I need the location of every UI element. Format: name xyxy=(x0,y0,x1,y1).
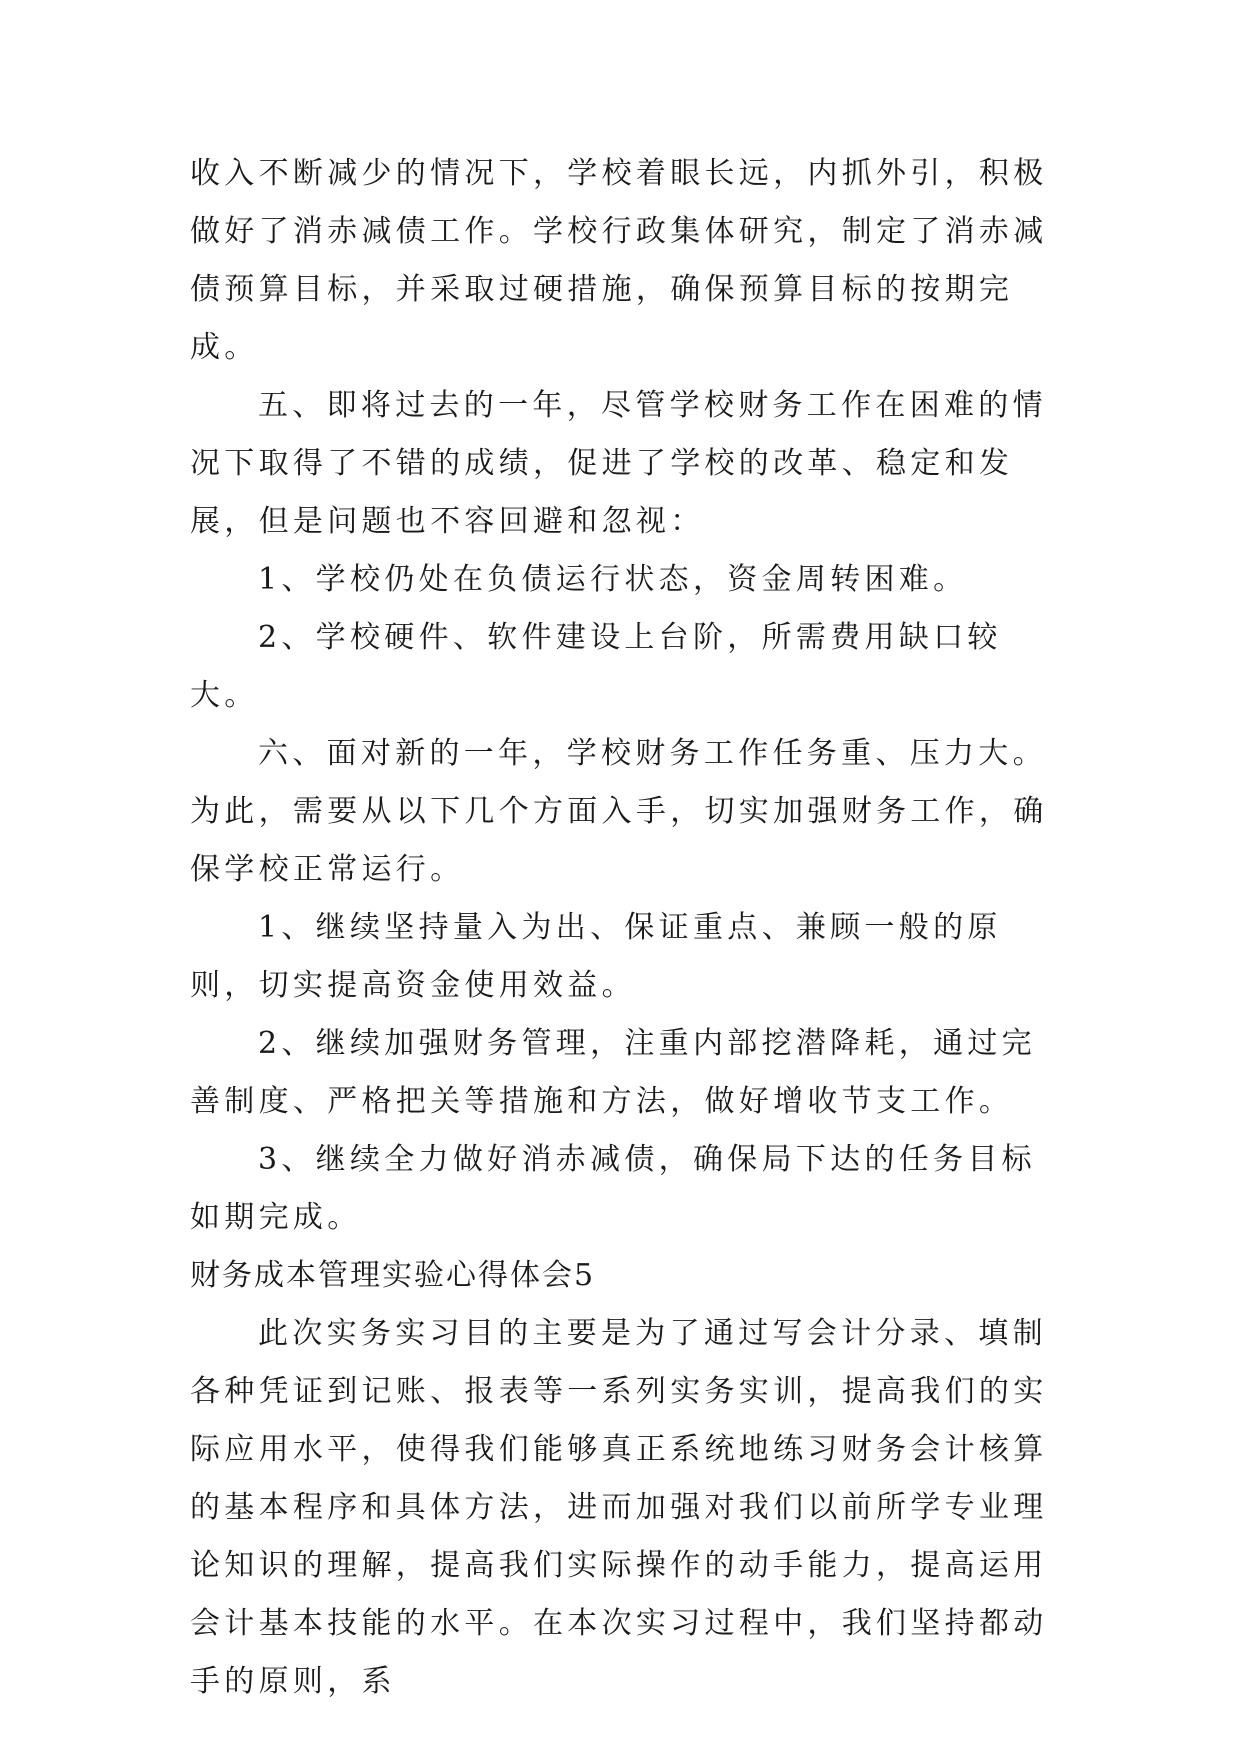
paragraph-section-body: 此次实务实习目的主要是为了通过写会计分录、填制各种凭证到记账、报表等一系列实务实训，提高我们的实际应用水平，使得我们能够真正系统地练习财务会计核算的基本程序和具体方法，进而加强对我们以前所学专业理论知识的理解，提高我们实际操作的动手能力，提高运用会计基本技能的水平。在本次实习过程中，我们坚持都动手的原则，系 xyxy=(190,1316,1048,1699)
paragraph-section-six: 六、面对新的一年，学校财务工作任务重、压力大。为此，需要从以下几个方面入手，切实加强财务工作，确保学校正常运行。 xyxy=(190,736,1048,887)
paragraph-six-item-3: 3、继续全力做好消赤减债，确保局下达的任务目标如期完成。 xyxy=(190,1142,1036,1235)
paragraph-six-item-1: 1、继续坚持量入为出、保证重点、兼顾一般的原则，切实提高资金使用效益。 xyxy=(190,910,1002,1003)
paragraph-section-five: 五、即将过去的一年，尽管学校财务工作在困难的情况下取得了不错的成绩，促进了学校的改革、稳定和发展，但是问题也不容回避和忽视： xyxy=(190,388,1047,539)
paragraph-six-item-2: 2、继续加强财务管理，注重内部挖潜降耗，通过完善制度、严格把关等措施和方法，做好增收节支工作。 xyxy=(190,1026,1036,1119)
document-page xyxy=(190,145,1050,1711)
section-heading: 财务成本管理实验心得体会5 xyxy=(190,1258,596,1293)
paragraph-item-2: 2、学校硬件、软件建设上台阶，所需费用缺口较大。 xyxy=(190,620,1002,713)
paragraph-item-1: 1、学校仍处在负债运行状态，资金周转困难。 xyxy=(258,562,968,597)
paragraph-continuation: 收入不断减少的情况下，学校着眼长远，内抓外引，积极做好了消赤减债工作。学校行政集体研究，制定了消赤减债预算目标，并采取过硬措施，确保预算目标的按期完成。 xyxy=(190,156,1048,365)
